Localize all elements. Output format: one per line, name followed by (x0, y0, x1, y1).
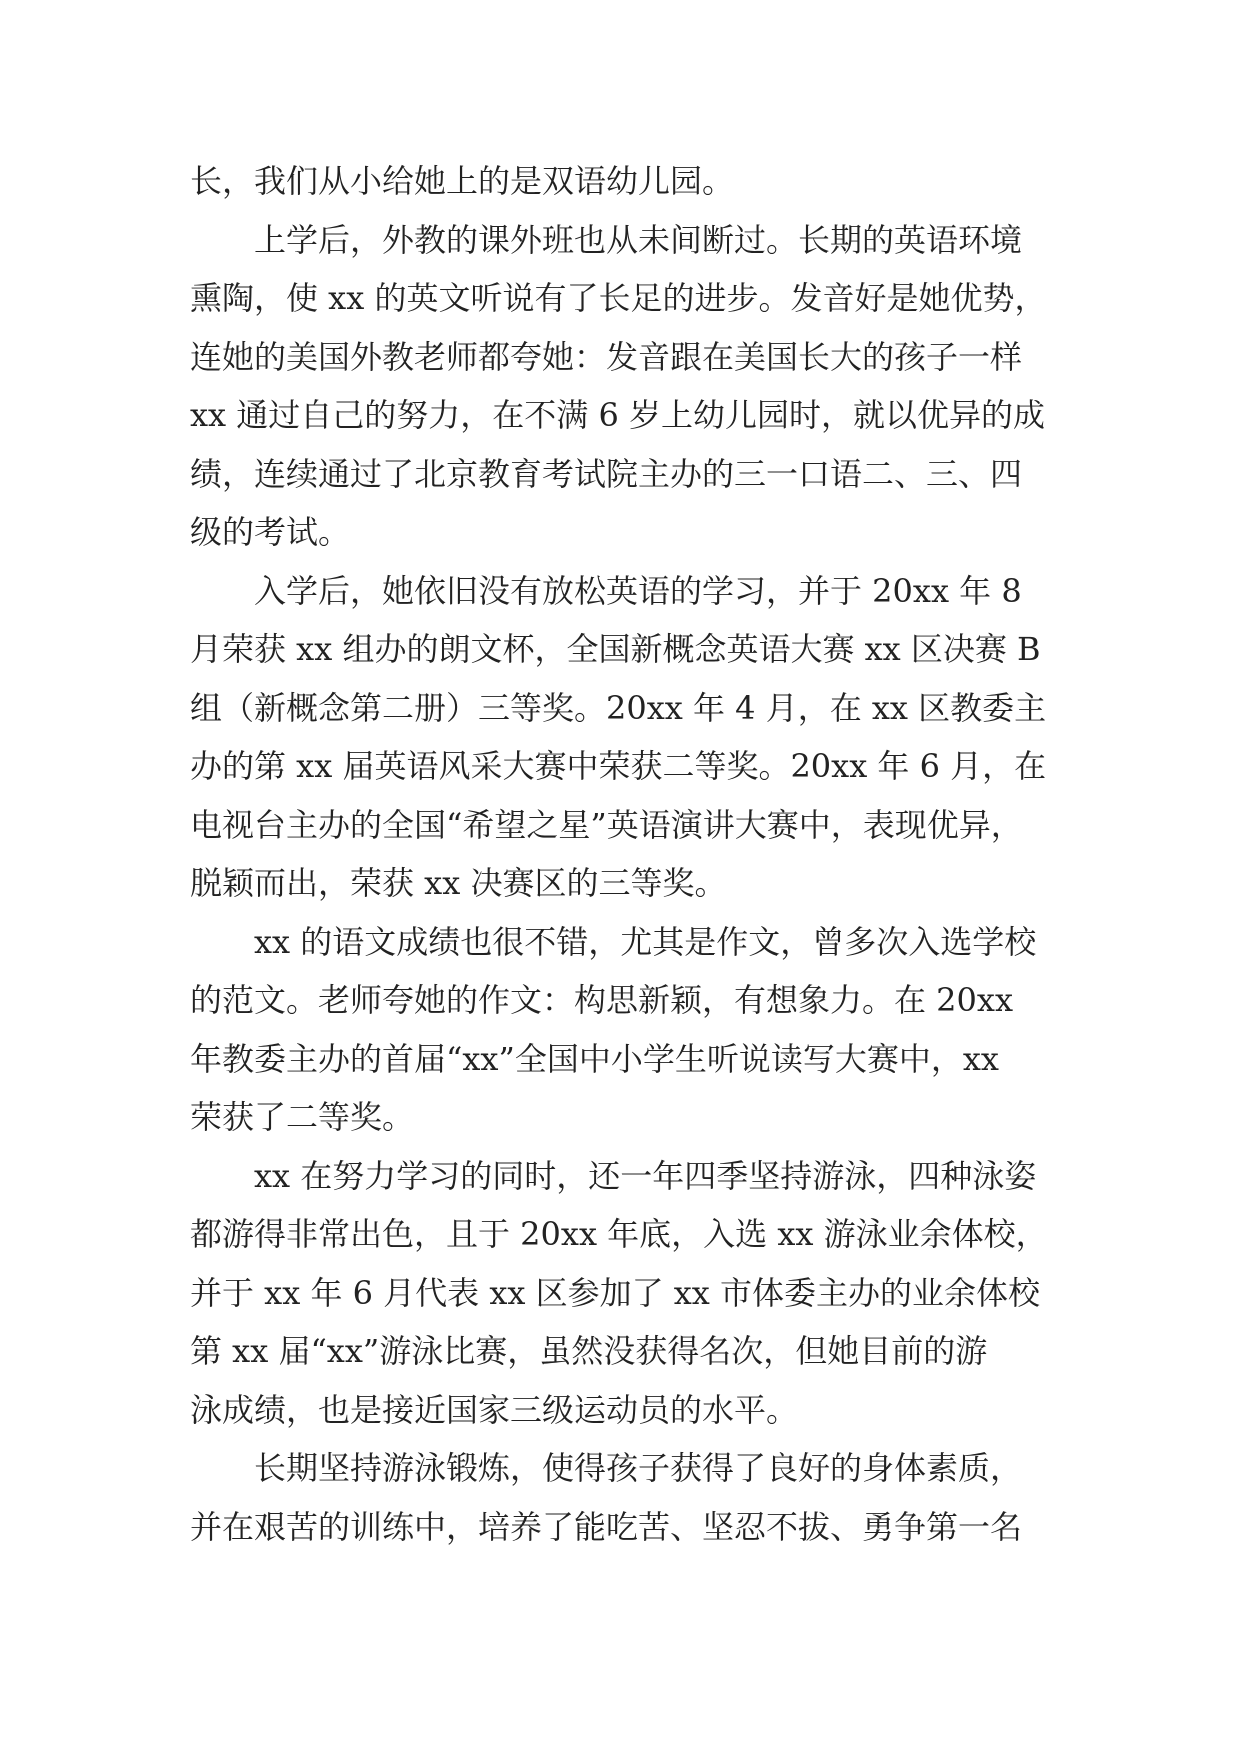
text-line: 绩，连续通过了北京教育考试院主办的三一口语二、三、四 (190, 454, 1023, 493)
text-line: 脱颖而出，荣获 xx 决赛区的三等奖。 (190, 864, 727, 902)
text-line: 泳成绩，也是接近国家三级运动员的水平。 (190, 1390, 799, 1429)
body-text (190, 152, 1050, 1556)
text-line: 级的考试。 (190, 513, 351, 551)
text-line: 连她的美国外教老师都夸她：发音跟在美国长大的孩子一样 (190, 337, 1023, 376)
text-line: 的范文。老师夸她的作文：构思新颖，有想象力。在 20xx (190, 981, 1013, 1019)
paragraph-start-line: xx 在努力学习的同时，还一年四季坚持游泳，四种泳姿 (254, 1156, 1037, 1195)
paragraph-start-line: 上学后，外教的课外班也从未间断过。长期的英语环境 (254, 220, 1023, 259)
text-line: 熏陶，使 xx 的英文听说有了长足的进步。发音好是她优势， (190, 279, 1047, 317)
text-line: 组（新概念第二册）三等奖。20xx 年 4 月，在 xx 区教委主 (190, 688, 1047, 727)
text-line: 并在艰苦的训练中，培养了能吃苦、坚忍不拔、勇争第一名 (190, 1507, 1023, 1546)
text-line: 都游得非常出色，且于 20xx 年底，入选 xx 游泳业余体校， (190, 1215, 1048, 1253)
text-line: xx 通过自己的努力，在不满 6 岁上幼儿园时，就以优异的成 (190, 396, 1045, 434)
text-line: 年教委主办的首届“xx”全国中小学生听说读写大赛中，xx (190, 1039, 999, 1078)
paragraph-start-line: xx 的语文成绩也很不错，尤其是作文，曾多次入选学校 (254, 922, 1037, 961)
text-line: 第 xx 届“xx”游泳比赛，虽然没获得名次，但她目前的游 (190, 1332, 988, 1370)
paragraph-start-line: 入学后，她依旧没有放松英语的学习，并于 20xx 年 8 (254, 571, 1022, 610)
text-line: 办的第 xx 届英语风采大赛中荣获二等奖。20xx 年 6 月，在 (190, 747, 1047, 785)
text-line: 荣获了二等奖。 (190, 1098, 415, 1136)
text-line: 月荣获 xx 组办的朗文杯，全国新概念英语大赛 xx 区决赛 B (190, 630, 1041, 668)
text-line: 并于 xx 年 6 月代表 xx 区参加了 xx 市体委主办的业余体校 (190, 1273, 1041, 1312)
text-line: 长，我们从小给她上的是双语幼儿园。 (190, 162, 735, 200)
paragraph-start-line: 长期坚持游泳锻炼，使得孩子获得了良好的身体素质， (254, 1449, 1023, 1487)
text-line: 电视台主办的全国“希望之星”英语演讲大赛中，表现优异， (190, 805, 1023, 844)
